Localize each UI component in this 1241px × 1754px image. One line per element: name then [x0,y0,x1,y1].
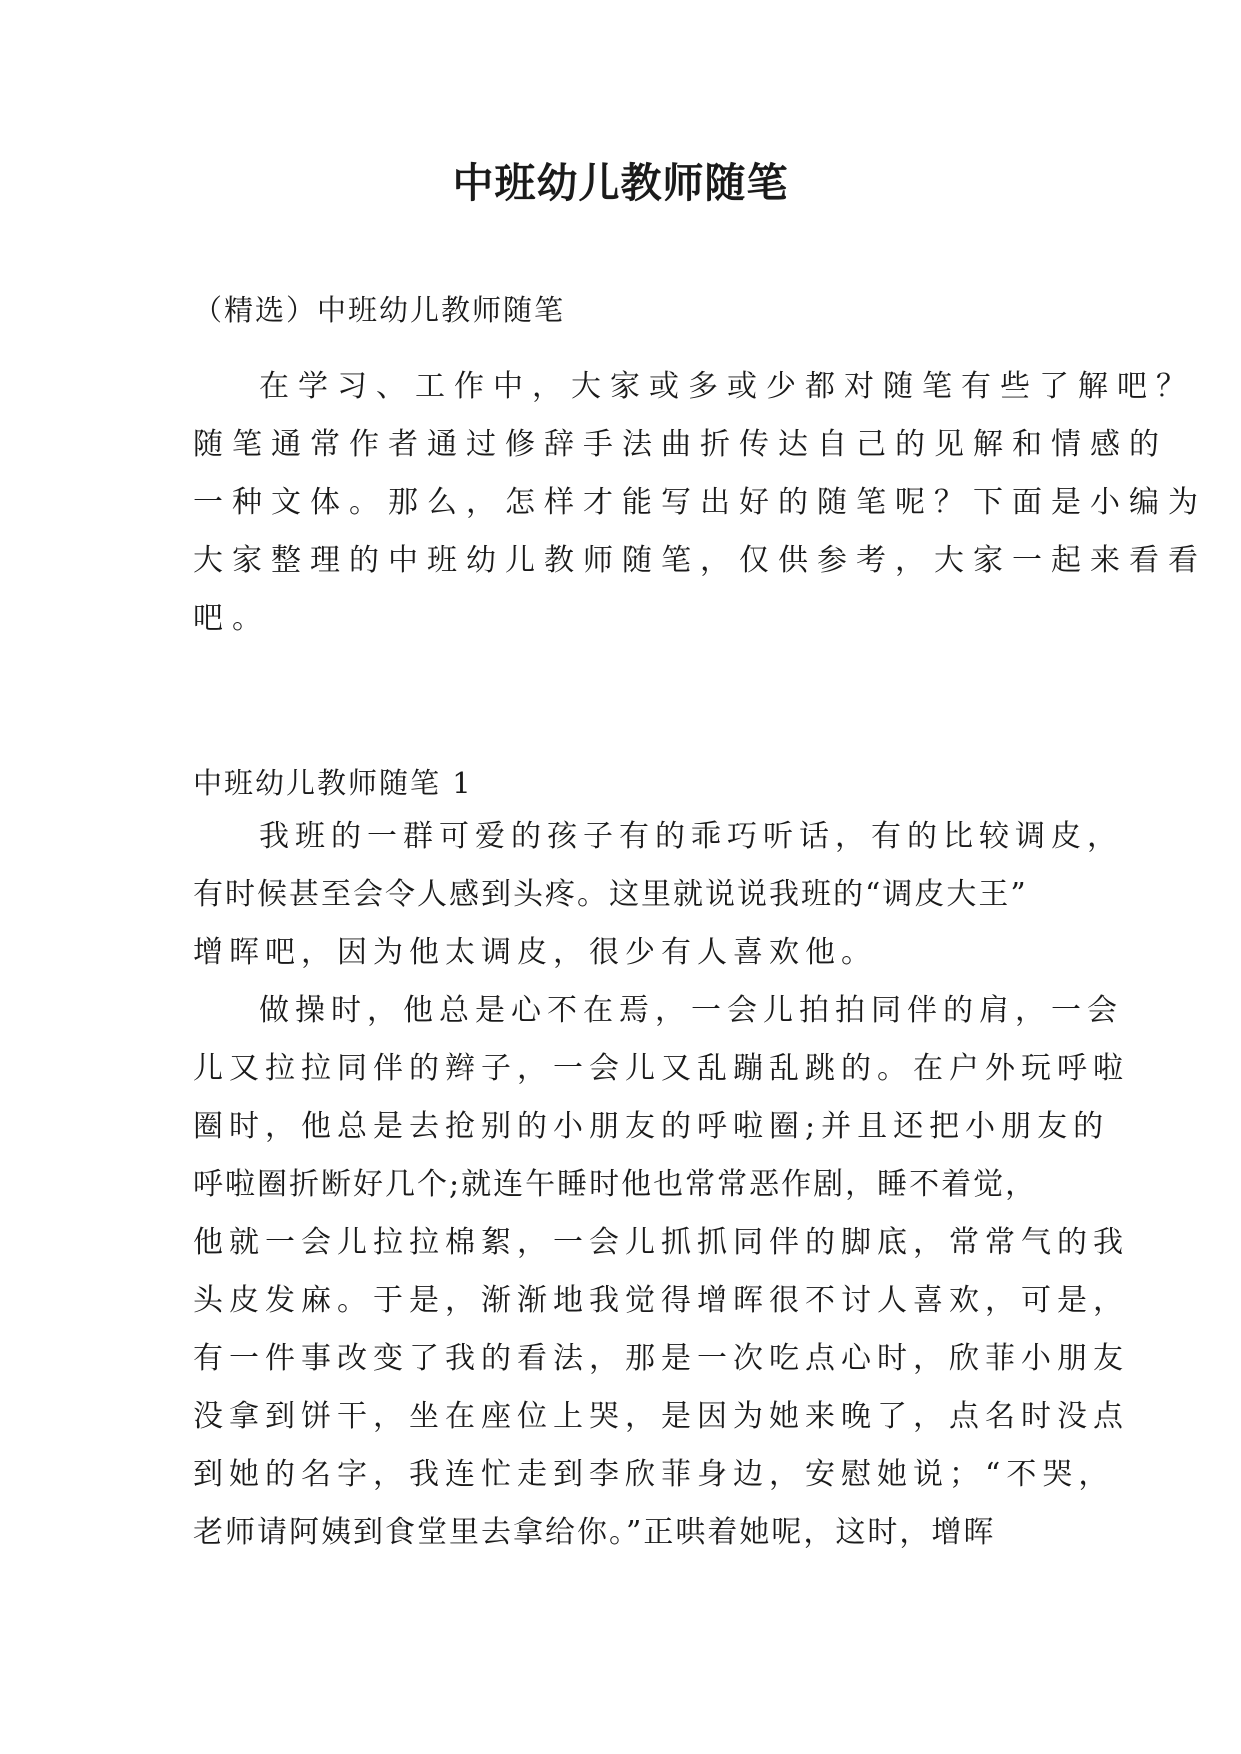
body-line: 我班的一群可爱的孩子有的乖巧听话，有的比较调皮， [259,819,1123,854]
intro-line: 大家整理的中班幼儿教师随笔，仅供参考，大家一起来看看 [193,543,1207,578]
body-line: 有一件事改变了我的看法，那是一次吃点心时，欣菲小朋友 [193,1341,1129,1376]
body-line: 做操时，他总是心不在焉，一会儿拍拍同伴的肩，一会 [259,993,1123,1028]
intro-line: 在学习、工作中，大家或多或少都对随笔有些了解吧？ [259,369,1195,404]
body-line: 增晖吧，因为他太调皮，很少有人喜欢他。 [193,935,877,970]
intro-line: 一种文体。那么，怎样才能写出好的随笔呢？下面是小编为 [193,485,1207,520]
body-paragraph-2 [193,982,1129,1562]
body-line: 他就一会儿拉拉棉絮，一会儿抓抓同伴的脚底，常常气的我 [193,1225,1129,1260]
body-line: 有时候甚至会令人感到头疼。这里就说说我班的“调皮大王” [193,877,1028,912]
body-line: 呼啦圈折断好几个;就连午睡时他也常常恶作剧，睡不着觉， [193,1167,1038,1202]
document-subtitle: （精选）中班幼儿教师随笔 [193,293,566,327]
body-line: 圈时，他总是去抢别的小朋友的呼啦圈;并且还把小朋友的 [193,1109,1110,1144]
intro-paragraph [193,358,1207,648]
body-line: 到她的名字，我连忙走到李欣菲身边，安慰她说；“不哭， [193,1457,1115,1492]
body-line: 老师请阿姨到食堂里去拿给你。”正哄着她呢，这时，增晖 [193,1515,996,1550]
intro-line: 随笔通常作者通过修辞手法曲折传达自己的见解和情感的 [193,427,1168,462]
intro-line: 吧。 [193,601,271,636]
document-title: 中班幼儿教师随笔 [452,159,789,207]
section-heading: 中班幼儿教师随笔 1 [193,766,473,800]
body-line: 儿又拉拉同伴的辫子，一会儿又乱蹦乱跳的。在户外玩呼啦 [193,1051,1129,1086]
body-line: 头皮发麻。于是，渐渐地我觉得增晖很不讨人喜欢，可是， [193,1283,1129,1318]
body-line: 没拿到饼干，坐在座位上哭，是因为她来晚了，点名时没点 [193,1399,1129,1434]
body-paragraph-1 [193,808,1123,982]
